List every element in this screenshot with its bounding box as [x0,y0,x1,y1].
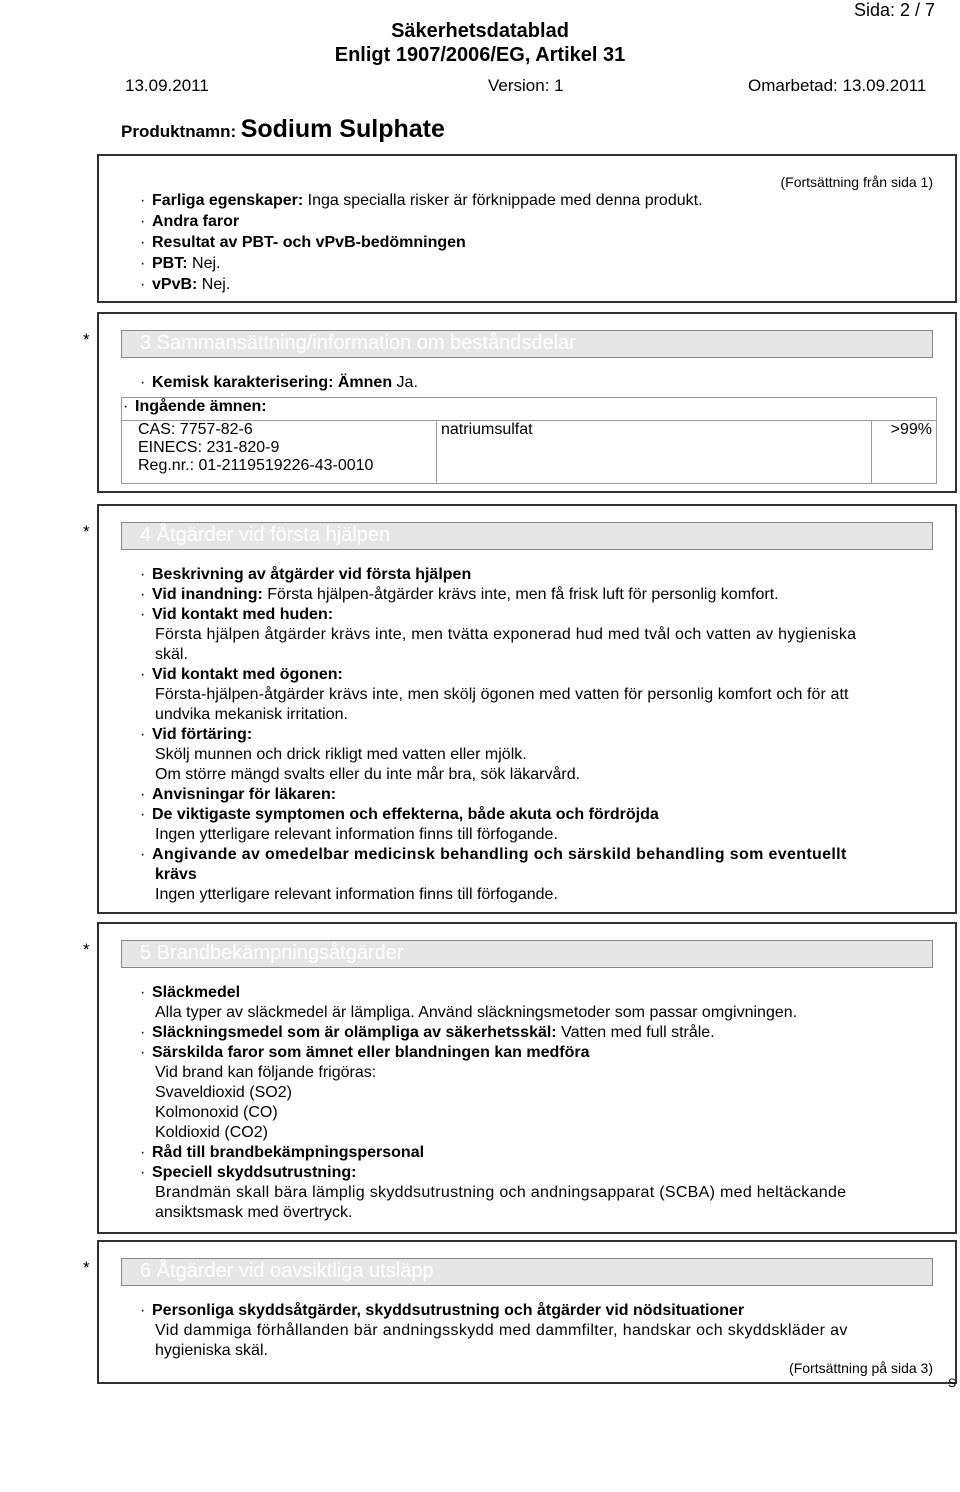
extinguishing-media-text: Alla typer av släckmedel är lämpliga. Använd släckningsmetoder som passar omgivningen. [155,1004,798,1021]
page-number: Sida: 2 / 7 [853,0,935,20]
pbt: · PBT: Nej. [140,255,221,272]
product-name-line [121,115,445,144]
pbt-vpvb-assessment: · Resultat av PBT- och vPvB-bedömningen [140,234,466,251]
section6-heading: 6 Åtgärder vid oavsiktliga utsläpp [121,1258,933,1286]
eye-contact-text: Första-hjälpen-åtgärder krävs inte, men skölj ögonen med vatten för personlig komfort och för att [155,686,849,703]
hazard-co: Kolmonoxid (CO) [155,1104,278,1121]
skin-contact-label: · Vid kontakt med huden: [140,606,334,623]
document-subtitle: Enligt 1907/2006/EG, Artikel 31 [334,44,626,66]
continued-on: (Fortsättning på sida 3) [789,1360,933,1376]
treatment-label-2: krävs [155,866,197,883]
hazard-co2: Koldioxid (CO2) [155,1124,268,1141]
symptoms-text: Ingen ytterligare relevant information finns till förfogande. [155,826,558,843]
personal-precautions: · Personliga skyddsåtgärder, skyddsutrustning och åtgärder vid nödsituationer [140,1302,745,1319]
hazard-so2: Svaveldioxid (SO2) [155,1084,292,1101]
first-aid-description: · Beskrivning av åtgärder vid första hjälpen [140,566,472,583]
eye-contact-text-2: undvika mekanisk irritation. [155,706,348,723]
special-hazards-text: Vid brand kan följande frigöras: [155,1064,377,1081]
change-marker: * [83,940,90,959]
section4 [97,504,957,914]
unsuitable-media: · Släckningsmedel som är olämpliga av säkerhetsskäl: Vatten med full stråle. [140,1024,715,1041]
special-hazards: · Särskilda faror som ämnet eller blandningen kan medföra [140,1044,590,1061]
print-date: 13.09.2011 [125,76,209,95]
other-hazards: · Andra faror [140,213,240,230]
vpvb: · vPvB: Nej. [140,276,231,293]
revised-date: Omarbetad: 13.09.2011 [748,76,927,95]
firefighter-advice: · Råd till brandbekämpningspersonal [140,1144,425,1161]
ingredients-table [121,397,937,484]
change-marker: * [83,1258,90,1277]
protective-equipment: · Speciell skyddsutrustning: [140,1164,357,1181]
identifiers-cell: CAS: 7757-82-6 EINECS: 231-820-9 Reg.nr.: 01-2119519226-43-0010 [122,421,437,484]
protective-equipment-text: Brandmän skall bära lämplig skyddsutrustning och andningsapparat (SCBA) med heltäckande [155,1184,847,1201]
treatment-label: · Angivande av omedelbar medicinsk behandling och särskild behandling som eventuellt [140,846,847,863]
skin-contact-text: Första hjälpen åtgärder krävs inte, men tvätta exponerad hud med tvål och vatten av hygieniska [155,626,857,643]
ingestion-text: Skölj munnen och drick rikligt med vatten eller mjölk. [155,746,527,763]
ingestion-text-2: Om större mängd svalts eller du inte mår bra, sök läkarvård. [155,766,581,783]
page-bottom-rule [97,1382,957,1384]
substance-name: natriumsulfat [437,421,872,484]
continued-from: (Fortsättning från sida 1) [780,174,933,190]
concentration: >99% [872,421,937,484]
eye-contact-label: · Vid kontakt med ögonen: [140,666,343,683]
symptoms-label: · De viktigaste symptomen och effekterna, både akuta och fördröjda [140,806,659,823]
personal-precautions-text: Vid dammiga förhållanden bär andningsskydd med dammfilter, handskar och skyddskläder av [155,1322,848,1339]
ingredients-header: · Ingående ämnen: [122,398,937,421]
ingestion-label: · Vid förtäring: [140,726,253,743]
product-name: Sodium Sulphate [240,115,445,143]
chemical-characterization: · Kemisk karakterisering: Ämnen Ja. [140,374,418,391]
extinguishing-media: · Släckmedel [140,984,241,1001]
section2-continuation [97,154,957,303]
personal-precautions-text-2: hygieniska skäl. [155,1342,268,1359]
skin-contact-text-2: skäl. [155,646,188,663]
section5-heading: 5 Brandbekämpningsåtgärder [121,940,933,968]
product-label: Produktnamn: [121,122,237,141]
section3 [97,312,957,493]
section3-heading: 3 Sammansättning/information om beståndsdelar [121,330,933,358]
section6 [97,1240,957,1382]
hazard-properties: · Farliga egenskaper: Inga specialla risker är förknippade med denna produkt. [140,192,703,209]
treatment-text: Ingen ytterligare relevant information finns till förfogande. [155,886,558,903]
protective-equipment-text-2: ansiktsmask med övertryck. [155,1204,353,1221]
change-marker: * [83,330,90,349]
inhalation: · Vid inandning: Första hjälpen-åtgärder krävs inte, men få frisk luft för personlig komfort. [140,586,779,603]
section5 [97,922,957,1234]
version: Version: 1 [488,76,564,95]
section4-heading: 4 Åtgärder vid första hjälpen [121,522,933,550]
change-marker: * [83,522,90,541]
physician-notes: · Anvisningar för läkaren: [140,786,337,803]
page-footer-mark: S [947,1376,956,1390]
document-title: Säkerhetsdatablad [391,20,569,42]
